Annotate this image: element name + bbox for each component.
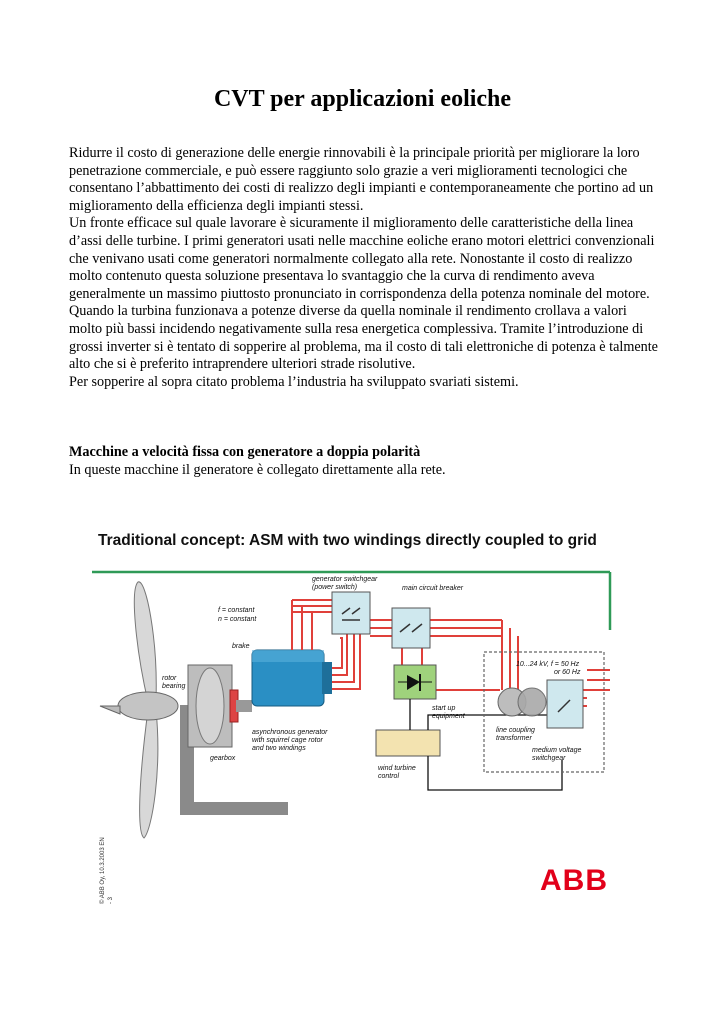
paragraph-2: Un fronte efficace sul quale lavorare è sicuramente il miglioramento delle caratteristiche della linea d’assi delle turbine. I primi generatori usati nelle macchine eoliche erano motori elettrici convenzionali che venivano usati come generatori normalmente collegato alla rete. Nonostante il costo di realizzo molto contenuto questa soluzione presentava lo svantaggio che la curva di rendimento aveva generalmente un massimo piuttosto pronunciato in corrispondenza della potenza nominale del motore. Quando la turbina funzionava a potenze diverse da quella nominale il rendimento crollava a valori molto più bassi incidendo negativamente sulla resa energetica complessiva. Tramite l’introduzione di grossi inverter si è tentato di sopperire al problema, ma il costo di tali elettroniche di potenza è talmente alto che si è preferito intraprendere ulteriori strade risolutive.: [69, 215, 658, 373]
intro-text: [69, 145, 659, 391]
turbine-control-box: [376, 730, 440, 756]
label-switchgear-1: generator switchgear: [312, 576, 378, 583]
label-main-breaker: main circuit breaker: [402, 585, 464, 592]
label-transformer-1: line coupling: [496, 727, 535, 734]
figure-diagram: [92, 520, 617, 910]
medium-voltage-switchgear-box: [547, 680, 583, 728]
page-number: - 3: [108, 896, 114, 904]
label-startup-1: start up: [432, 705, 456, 712]
section-heading: Macchine a velocità fissa con generatore a doppia polarità: [69, 444, 421, 460]
label-voltage-1: 10...24 kV, f = 50 Hz: [516, 661, 580, 668]
rotor-blades: [100, 582, 178, 838]
document-title: CVT per applicazioni eoliche: [213, 86, 512, 112]
generator-switchgear-box: [332, 592, 370, 634]
copyright-note: [99, 837, 114, 904]
label-rotor-1: rotor: [162, 675, 177, 682]
label-async-1: asynchronous generator: [252, 729, 328, 736]
section-text: In queste macchine il generatore è collegato direttamente alla rete.: [69, 461, 446, 478]
line-coupling-transformer: [498, 688, 546, 716]
main-breaker-box: [392, 608, 430, 648]
startup-equipment-box: [394, 665, 436, 699]
label-brake: brake: [232, 643, 250, 650]
label-mv-1: medium voltage: [532, 747, 582, 754]
label-f-constant: f = constant: [218, 607, 255, 614]
paragraph-3: Per sopperire al sopra citato problema l’industria ha sviluppato svariati sistemi.: [69, 373, 519, 390]
generator-body: [252, 650, 332, 706]
diagram-svg: [92, 520, 617, 910]
label-mv-2: switchgear: [532, 755, 566, 762]
label-async-2: with squirrel cage rotor: [252, 737, 323, 744]
label-rotor-2: bearing: [162, 683, 186, 690]
label-control-2: control: [378, 773, 400, 780]
paragraph-1: Ridurre il costo di generazione delle energie rinnovabili è la principale priorità per migliorare la loro penetrazione commerciale, e può essere raggiunto solo grazie a veri miglioramenti tecnologici che consentano l’abbattimento dei costi di realizzo degli impianti e contemporaneamente che portino ad un miglioramento della efficienza degli impianti stessi.: [69, 145, 654, 214]
label-switchgear-2: (power switch): [312, 584, 358, 591]
label-voltage-2: or 60 Hz: [554, 669, 581, 676]
section-block: [69, 444, 659, 479]
label-async-3: and two windings: [252, 745, 306, 752]
figure-title: Traditional concept: ASM with two windings directly coupled to grid: [98, 532, 597, 549]
copyright-text: © ABB Oy, 10.3.2003 EN: [100, 837, 106, 904]
label-transformer-2: transformer: [496, 735, 532, 742]
abb-logo: ABB: [540, 864, 608, 897]
label-control-1: wind turbine: [378, 765, 416, 772]
label-gearbox: gearbox: [210, 755, 236, 762]
label-n-constant: n = constant: [218, 616, 257, 623]
gearbox-unit: [188, 665, 252, 747]
label-startup-2: equipment: [432, 713, 465, 720]
